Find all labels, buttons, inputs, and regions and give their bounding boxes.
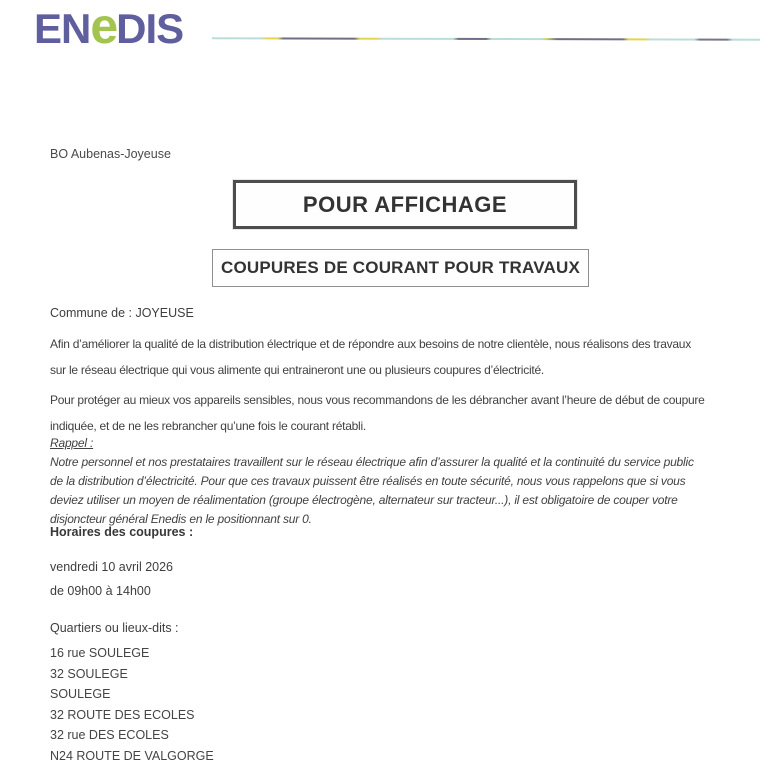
address-line: 32 rue DES ECOLES bbox=[50, 728, 169, 743]
advice-paragraph-line: Pour protéger au mieux vos appareils sensibles, nous vous recommandons de les débrancher avant l’heure de début de coupure bbox=[50, 393, 705, 407]
affichage-banner bbox=[233, 180, 577, 229]
address-line: 32 SOULEGE bbox=[50, 666, 128, 681]
intro-paragraph-line: Afin d’améliorer la qualité de la distribution électrique et de répondre aux besoins de notre clientèle, nous réalisons des travaux bbox=[50, 337, 691, 351]
office-name: BO Aubenas-Joyeuse bbox=[50, 147, 171, 161]
address-line: 16 rue SOULEGE bbox=[50, 646, 150, 660]
advice-paragraph bbox=[50, 387, 705, 439]
quartiers-label: Quartiers ou lieux-dits : bbox=[50, 621, 179, 635]
outage-time: de 09h00 à 14h00 bbox=[50, 584, 151, 598]
logo-green-e: e bbox=[90, 0, 117, 54]
address-line: SOULEGE bbox=[50, 687, 111, 702]
outage-date: vendredi 10 avril 2026 bbox=[50, 560, 173, 574]
intro-paragraph bbox=[50, 331, 691, 383]
logo-text-left: EN bbox=[34, 5, 91, 52]
coupures-banner-label: COUPURES DE COURANT POUR TRAVAUX bbox=[220, 258, 580, 277]
rappel-line: disjoncteur général Enedis en le positionnant sur 0. bbox=[50, 512, 312, 526]
rappel-line: deviez utiliser un moyen de réalimentation (groupe électrogène, alternateur sur tracteur...), il est obligatoire de couper votre bbox=[50, 493, 678, 507]
affichage-banner-label: POUR AFFICHAGE bbox=[302, 191, 508, 217]
address-line: 32 ROUTE DES ECOLES bbox=[50, 707, 195, 722]
rappel-section bbox=[50, 434, 694, 529]
logo-text-right: DIS bbox=[116, 5, 184, 52]
rappel-line: de la distribution d’électricité. Pour que ces travaux puissent être réalisés en toute sécurité, nous vous rappelons que si vous bbox=[50, 474, 686, 488]
enedis-logo bbox=[34, 2, 183, 63]
rappel-label: Rappel : bbox=[50, 436, 94, 450]
address-line: N24 ROUTE DE VALGORGE bbox=[50, 748, 214, 763]
rappel-line: Notre personnel et nos prestataires travaillent sur le réseau électrique afin d’assurer la qualité et la continuité du service public bbox=[50, 455, 694, 469]
advice-paragraph-line: indiquée, et de ne les rebrancher qu’une fois le courant rétabli. bbox=[50, 419, 366, 433]
address-list bbox=[50, 643, 214, 767]
commune-line: Commune de : JOYEUSE bbox=[50, 306, 194, 320]
horaires-label: Horaires des coupures : bbox=[50, 525, 194, 539]
intro-paragraph-line: sur le réseau électrique qui vous alimente qui entraineront une ou plusieurs coupures d’électricité. bbox=[50, 363, 544, 377]
header-decorative-line bbox=[212, 37, 760, 40]
coupures-banner bbox=[212, 249, 589, 287]
